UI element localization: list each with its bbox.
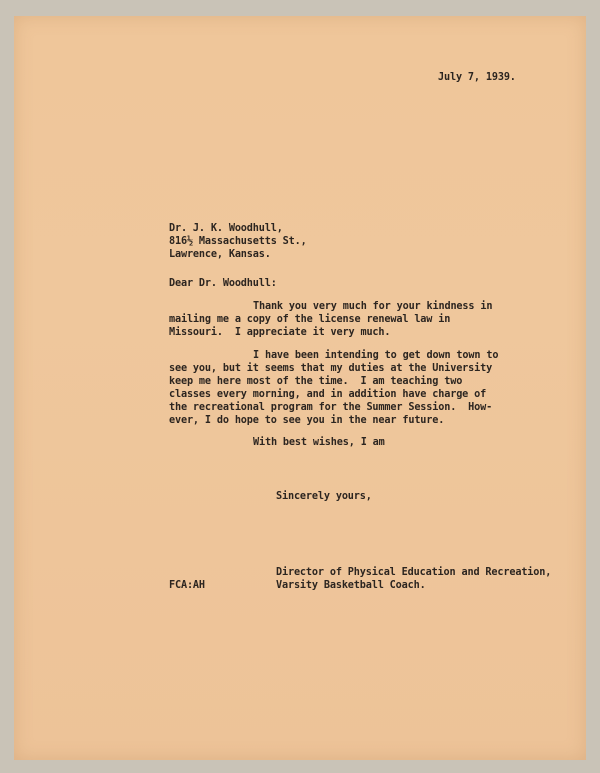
recipient-name: Dr. J. K. Woodhull, xyxy=(169,223,283,234)
letter-page xyxy=(14,16,586,760)
closing: Sincerely yours, xyxy=(276,491,372,502)
paragraph-2-line: see you, but it seems that my duties at the University xyxy=(169,363,493,374)
paragraph-2-line: classes every morning, and in addition have charge of xyxy=(169,389,487,400)
recipient-street: 816½ Massachusetts St., xyxy=(169,236,307,247)
signature-title-line: Director of Physical Education and Recreation, xyxy=(276,567,552,578)
typist-initials: FCA:AH xyxy=(169,580,205,591)
paragraph-1-line: mailing me a copy of the license renewal law in xyxy=(169,314,451,325)
paragraph-1-line: Thank you very much for your kindness in xyxy=(253,301,493,312)
letter-date: July 7, 1939. xyxy=(438,72,516,83)
paragraph-2-line: I have been intending to get down town to xyxy=(253,350,499,361)
paragraph-1-line: Missouri. I appreciate it very much. xyxy=(169,327,391,338)
paragraph-2-line: ever, I do hope to see you in the near future. xyxy=(169,415,445,426)
salutation: Dear Dr. Woodhull: xyxy=(169,278,277,289)
paragraph-2-line: keep me here most of the time. I am teaching two xyxy=(169,376,463,387)
closing-phrase: With best wishes, I am xyxy=(253,437,385,448)
signature-title-line: Varsity Basketball Coach. xyxy=(276,580,426,591)
paragraph-2-line: the recreational program for the Summer Session. How- xyxy=(169,402,493,413)
recipient-city: Lawrence, Kansas. xyxy=(169,249,271,260)
